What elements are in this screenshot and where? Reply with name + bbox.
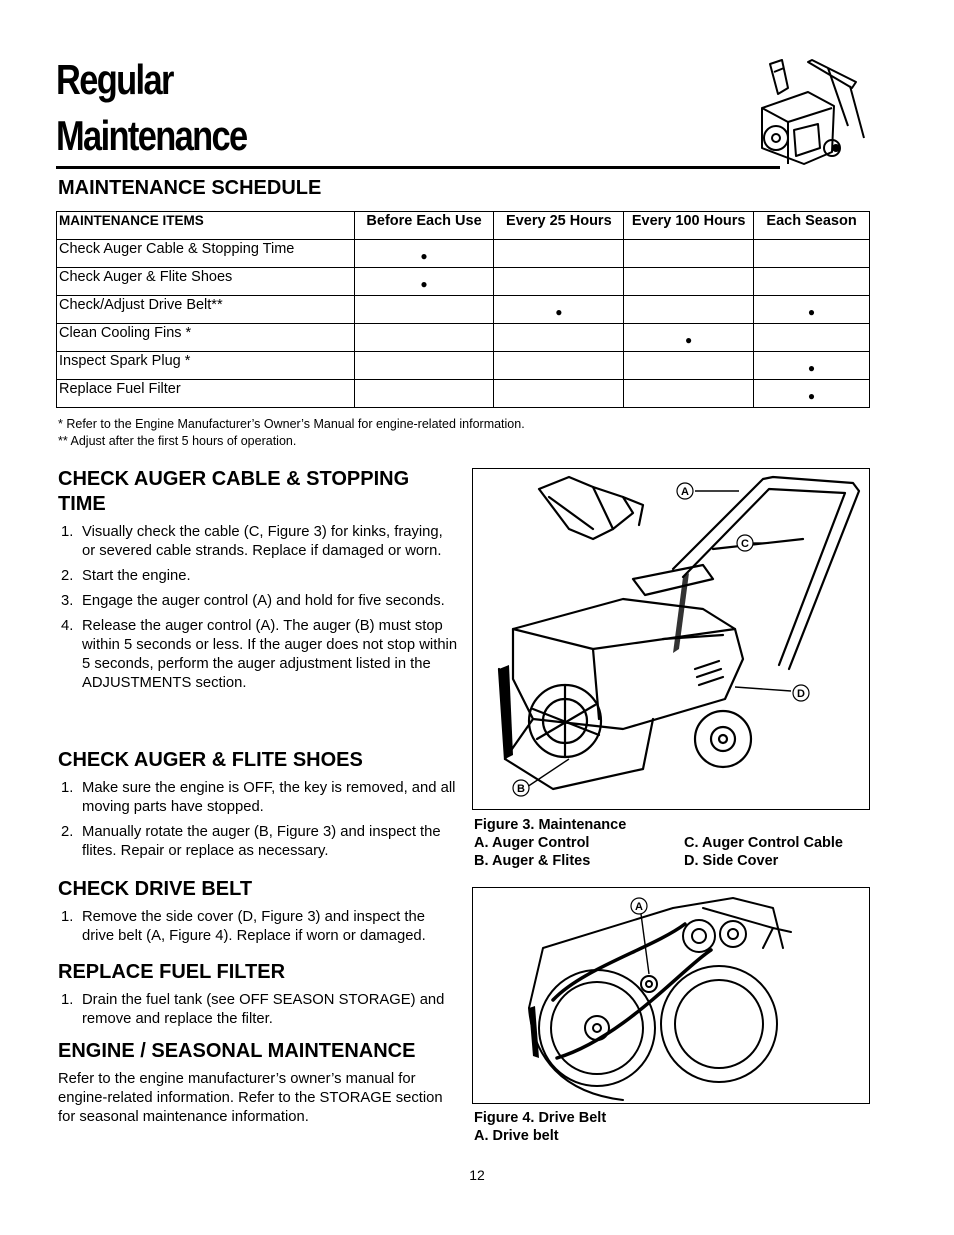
table-row <box>57 268 870 296</box>
schedule-mark: ● <box>624 324 754 352</box>
page-number: 12 <box>469 1167 485 1183</box>
column-header-before-each-use: Before Each Use <box>354 212 494 240</box>
schedule-mark <box>754 268 870 296</box>
schedule-mark <box>754 324 870 352</box>
list-item: 3. Engage the auger control (A) and hold for five seconds. <box>61 593 445 609</box>
callout-a: A <box>681 486 689 498</box>
figure-3-caption <box>474 816 843 870</box>
section-heading: CHECK AUGER CABLE & STOPPING TIME <box>58 468 410 515</box>
section-auger-cable <box>58 467 458 699</box>
section-heading: REPLACE FUEL FILTER <box>58 961 286 983</box>
figure-4-caption-title: Figure 4. Drive Belt <box>474 1110 607 1126</box>
schedule-mark <box>354 324 494 352</box>
schedule-mark: ● <box>754 380 870 408</box>
steps-list <box>58 908 458 946</box>
figure-3-maintenance <box>472 468 870 810</box>
section-drive-belt <box>58 877 458 952</box>
figure-3-caption-b: B. Auger & Flites <box>474 853 591 869</box>
figure-3-drawing <box>473 469 869 809</box>
schedule-footnotes <box>58 416 525 450</box>
schedule-mark: ● <box>354 268 494 296</box>
callout-a: A <box>635 901 643 913</box>
schedule-mark <box>354 352 494 380</box>
figure-4-caption <box>474 1109 606 1145</box>
section-heading: CHECK AUGER & FLITE SHOES <box>58 749 363 771</box>
table-row <box>57 352 870 380</box>
callout-d: D <box>797 688 805 700</box>
maintenance-schedule-heading: MAINTENANCE SCHEDULE <box>58 177 322 199</box>
column-header-each-season: Each Season <box>754 212 870 240</box>
schedule-mark <box>624 296 754 324</box>
callout-b: B <box>517 783 525 795</box>
table-row <box>57 296 870 324</box>
steps-list <box>58 523 458 693</box>
figure-4-caption-a: A. Drive belt <box>474 1128 559 1144</box>
table-row <box>57 324 870 352</box>
figure-3-caption-c: C. Auger Control Cable <box>684 835 843 851</box>
schedule-mark <box>354 296 494 324</box>
row-item-label: Check Auger & Flite Shoes <box>57 268 355 296</box>
column-header-items: MAINTENANCE ITEMS <box>57 212 355 240</box>
column-header-every-25-hours: Every 25 Hours <box>494 212 624 240</box>
list-item: 1. Drain the fuel tank (see OFF SEASON STORAGE) and remove and replace the filter. <box>61 992 445 1027</box>
table-header-row <box>57 212 870 240</box>
section-fuel-filter <box>58 960 458 1035</box>
schedule-mark <box>494 380 624 408</box>
section-engine-seasonal <box>58 1039 458 1127</box>
figure-3-caption-title: Figure 3. Maintenance <box>474 817 627 833</box>
row-item-label: Inspect Spark Plug * <box>57 352 355 380</box>
footnote-drive-belt: ** Adjust after the first 5 hours of operation. <box>58 434 297 448</box>
schedule-mark <box>624 240 754 268</box>
list-item: 1. Remove the side cover (D, Figure 3) and inspect the drive belt (A, Figure 4). Replace if worn or damaged. <box>61 909 426 944</box>
schedule-mark <box>354 380 494 408</box>
list-item: 4. Release the auger control (A). The auger (B) must stop within 5 seconds or less. If the auger does not stop within 5 seconds, perform the auger adjustment listed in the ADJUSTMENTS section. <box>61 618 458 691</box>
schedule-mark <box>494 324 624 352</box>
schedule-mark <box>494 268 624 296</box>
column-header-every-100-hours: Every 100 Hours <box>624 212 754 240</box>
section-body: Refer to the engine manufacturer’s owner’s manual for engine-related information. Refer to the STORAGE section for seasonal maintenance information. <box>58 1071 443 1125</box>
schedule-mark <box>624 352 754 380</box>
table-row <box>57 240 870 268</box>
figure-4-drawing <box>473 888 869 1103</box>
list-item: 1. Visually check the cable (C, Figure 3) for kinks, fraying, or severed cable strands. Replace if damaged or worn. <box>61 524 443 559</box>
table-row <box>57 380 870 408</box>
steps-list <box>58 779 458 861</box>
steps-list <box>58 991 458 1029</box>
title-rule <box>56 166 780 169</box>
page-title <box>56 52 247 164</box>
schedule-mark: ● <box>494 296 624 324</box>
callout-c: C <box>741 538 749 550</box>
schedule-mark <box>754 240 870 268</box>
section-heading: CHECK DRIVE BELT <box>58 878 253 900</box>
page-title-line-2: Maintenance <box>56 112 247 159</box>
footnote-engine: * Refer to the Engine Manufacturer’s Owner’s Manual for engine-related information. <box>58 417 525 431</box>
row-item-label: Check Auger Cable & Stopping Time <box>57 240 355 268</box>
list-item: 2. Start the engine. <box>61 568 191 584</box>
schedule-mark <box>494 352 624 380</box>
row-item-label: Replace Fuel Filter <box>57 380 355 408</box>
figure-3-caption-d: D. Side Cover <box>684 853 779 869</box>
row-item-label: Check/Adjust Drive Belt** <box>57 296 355 324</box>
section-auger-flite <box>58 748 458 867</box>
list-item: 2. Manually rotate the auger (B, Figure 3) and inspect the flites. Repair or replace as necessary. <box>61 824 441 859</box>
page-title-line-1: Regular <box>56 56 173 103</box>
figure-4-drive-belt <box>472 887 870 1104</box>
schedule-mark: ● <box>754 352 870 380</box>
list-item: 1. Make sure the engine is OFF, the key is removed, and all moving parts have stopped. <box>61 780 456 815</box>
row-item-label: Clean Cooling Fins * <box>57 324 355 352</box>
schedule-mark: ● <box>754 296 870 324</box>
schedule-mark <box>624 268 754 296</box>
figure-3-caption-a: A. Auger Control <box>474 835 590 851</box>
schedule-mark <box>494 240 624 268</box>
schedule-mark: ● <box>354 240 494 268</box>
schedule-mark <box>624 380 754 408</box>
section-heading: ENGINE / SEASONAL MAINTENANCE <box>58 1040 416 1062</box>
maintenance-schedule-table <box>56 211 870 408</box>
snowthrower-illustration <box>748 48 872 172</box>
